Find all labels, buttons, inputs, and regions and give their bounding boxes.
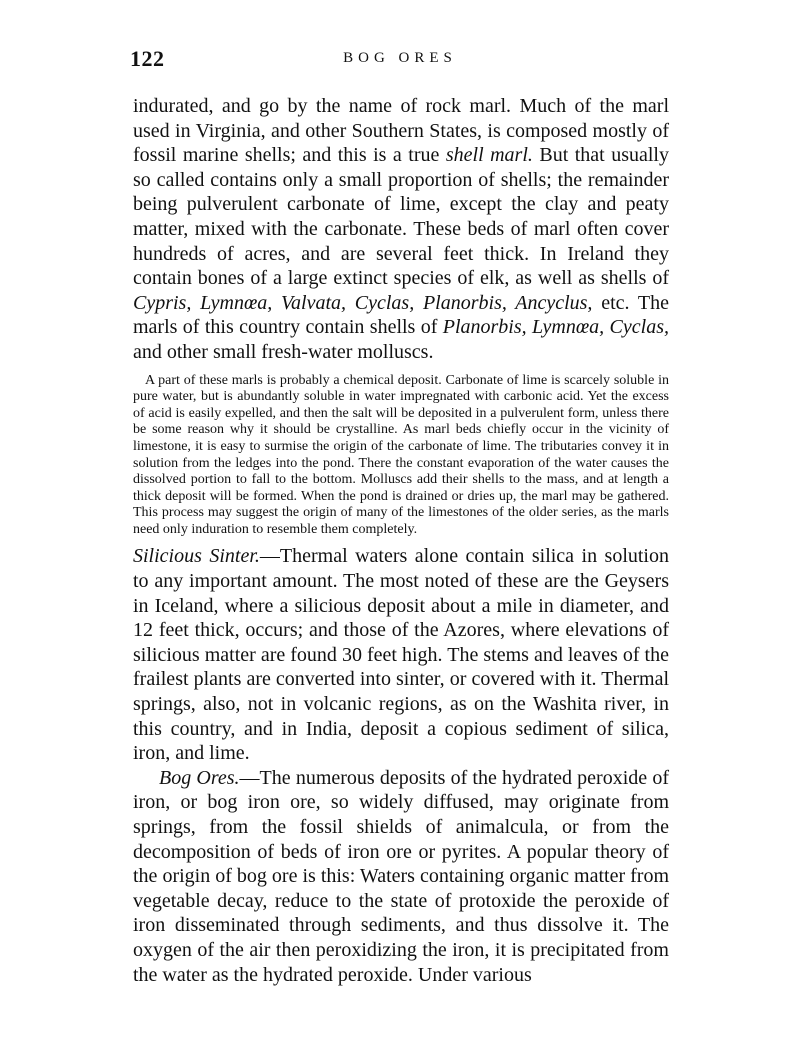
italic-run: Planorbis, Lymnœa, Cyclas, xyxy=(442,316,669,339)
text-run: indurated, and go by the name of rock marl. Much of the marl used in Virginia, and other Southern States, is composed mostly of fossil marine shells; and this is a true xyxy=(133,95,669,167)
italic-run: shell marl. xyxy=(445,144,533,167)
section-heading: Silicious Sinter. xyxy=(133,545,260,568)
text-run: But that usually so called contains only a small proportion of shells; the remainder being pulverulent carbonate of lime, except the clay and peaty matter, mixed with the carbonate. These beds of marl often cover hundreds of acres, and are several feet thick. In Ireland they contain bones of a large extinct species of elk, as well as shells of xyxy=(133,144,669,290)
text-run: —The numerous deposits of the hydrated peroxide of iron, or bog iron ore, so widely diffused, may originate from springs, from the fossil shields of animalcula, or from the decomposition of beds of iron ore or pyrites. A popular theory of the origin of bog ore is this: Waters containing organic matter from vegetable decay, reduce to the state of protoxide the peroxide of iron disseminated through sediments, and thus dissolve it. The oxygen of the air then peroxidizing the iron, it is precipitated from the water as the hydrated peroxide. Under various xyxy=(133,766,669,986)
small-print-note: A part of these marls is probably a chemical deposit. Carbonate of lime is scarcely soluble in pure water, but is abundantly soluble in water impregnated with carbonic acid. Yet the excess of acid is easily expelled, and then the salt will be deposited in a pulverulent form, unless there be some reason why it should be crystalline. As marl beds chiefly occur in the vicinity of limestone, it is easy to surmise the origin of the carbonate of lime. The tributaries convey it in solution from the ledges into the pond. There the constant evaporation of the water causes the dissolved portion to fall to the bottom. Molluscs add their shells to the mass, and at length a thick deposit will be formed. When the pond is drained or dries up, the marl may be gathered. This process may suggest the origin of many of the limestones of the older series, as the marls need only induration to resemble them completely. xyxy=(133,372,669,537)
paragraph-marl xyxy=(133,94,669,365)
italic-run: Cypris, Lymnœa, Valvata, Cyclas, Planorbis, Ancyclus, xyxy=(133,291,593,314)
text-run: —Thermal waters alone contain silica in solution to any important amount. The most noted of these are the Geysers in Iceland, where a silicious deposit about a mile in diameter, and 12 feet thick, occurs; and those of the Azores, where elevations of silicious matter are found 30 feet high. The stems and leaves of the frailest plants are converted into sinter, or covered with it. Thermal springs, also, not in volcanic regions, as on the Washita river, in this country, and in India, deposit a copious sediment of silica, iron, and lime. xyxy=(133,545,669,765)
page-number: 122 xyxy=(130,46,165,71)
paragraph-bog-ores xyxy=(133,766,669,987)
running-head: BOG ORES xyxy=(343,50,457,66)
text-run: etc. The marls of this country contain shells of xyxy=(133,291,669,339)
section-heading: Bog Ores. xyxy=(159,766,240,789)
text-run: and other small fresh-water molluscs. xyxy=(133,340,434,363)
paragraph-silicious-sinter xyxy=(133,544,669,765)
page-header xyxy=(130,46,670,76)
page-body xyxy=(133,94,669,987)
